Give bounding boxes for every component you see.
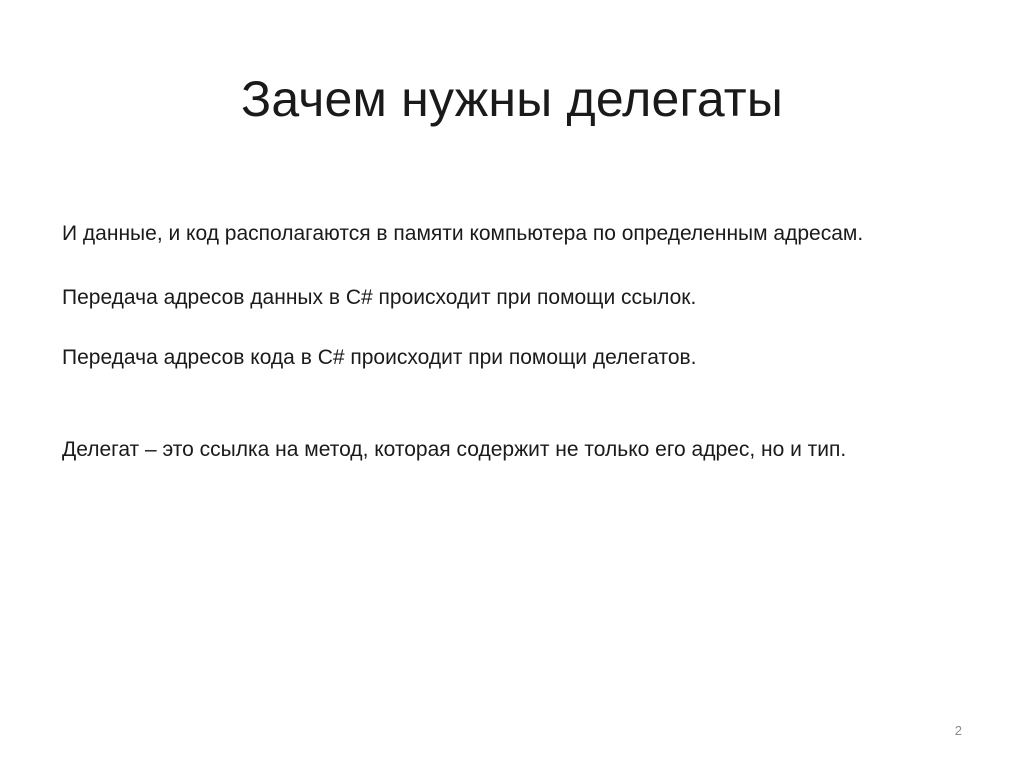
slide-paragraph-delegate-definition: Делегат – это ссылка на метод, которая содержит не только его адрес, но и тип.: [62, 438, 847, 461]
slide-paragraph-code-delegates: Передача адресов кода в C# происходит при помощи делегатов.: [62, 346, 697, 369]
slide-title: Зачем нужны делегаты: [240, 71, 784, 127]
page-number: 2: [954, 723, 962, 738]
slide-paragraph-data-references: Передача адресов данных в C# происходит при помощи ссылок.: [62, 286, 697, 309]
slide-paragraph-memory-addresses: И данные, и код располагаются в памяти компьютера по определенным адресам.: [62, 222, 864, 245]
